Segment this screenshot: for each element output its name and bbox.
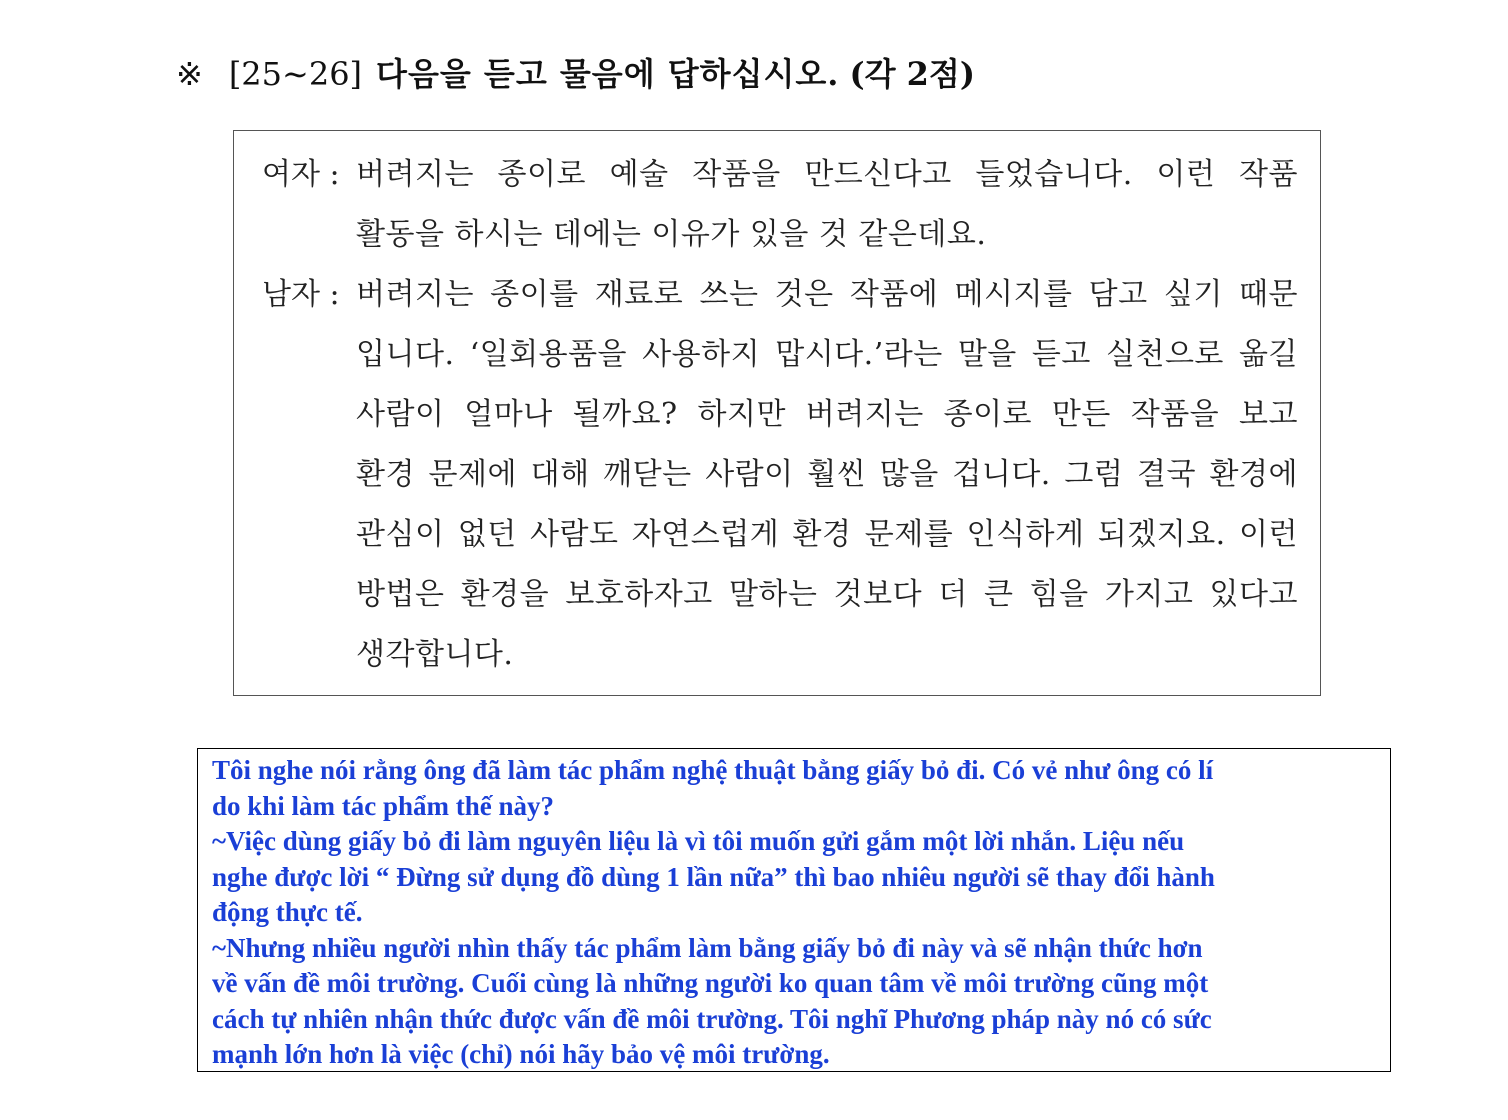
translation-line: ~Việc dùng giấy bỏ đi làm nguyên liệu là vì tôi muốn gửi gắm một lời nhắn. Liệu nếu — [212, 826, 1185, 856]
dialogue-box — [233, 130, 1321, 696]
question-points: (각 2점) — [849, 55, 975, 93]
question-range: [25∼26] — [228, 55, 363, 93]
speaker-label-man: 남자 : — [262, 277, 340, 312]
dialogue-line: 관심이 없던 사람도 자연스럽게 환경 문제를 인식하게 되겠지요. 이런 — [356, 517, 1298, 552]
translation-line: động thực tế. — [212, 897, 363, 927]
dialogue-line: 버려지는 종이를 재료로 쓰는 것은 작품에 메시지를 담고 싶기 때문 — [356, 277, 1298, 312]
translation-box — [197, 748, 1391, 1072]
reference-mark: ※ — [176, 55, 203, 93]
translation-line: cách tự nhiên nhận thức được vấn đề môi trường. Tôi nghĩ Phương pháp này nó có sức — [212, 1003, 1212, 1034]
dialogue-line: 생각합니다. — [356, 637, 514, 672]
translation-line: về vấn đề môi trường. Cuối cùng là những người ko quan tâm về môi trường cũng một — [212, 968, 1209, 998]
dialogue-line: 버려지는 종이로 예술 작품을 만드신다고 들었습니다. 이런 작품 — [356, 157, 1298, 192]
translation-line: ~Nhưng nhiều người nhìn thấy tác phẩm làm bằng giấy bỏ đi này và sẽ nhận thức hơn — [212, 932, 1203, 963]
dialogue-line: 입니다. ‘일회용품을 사용하지 맙시다.’라는 말을 듣고 실천으로 옮길 — [356, 337, 1298, 372]
translation-line: do khi làm tác phẩm thế này? — [212, 790, 555, 821]
dialogue-line: 사람이 얼마나 될까요? 하지만 버려지는 종이로 만든 작품을 보고 — [356, 397, 1298, 432]
question-heading — [176, 52, 975, 96]
dialogue-line: 환경 문제에 대해 깨닫는 사람이 훨씬 많을 겁니다. 그럼 결국 환경에 — [356, 457, 1298, 492]
translation-line: nghe được lời “ Đừng sử dụng đồ dùng 1 lần nữa” thì bao nhiêu người sẽ thay đổi hành — [212, 861, 1215, 892]
speaker-label-woman: 여자 : — [262, 157, 340, 192]
translation-line: Tôi nghe nói rằng ông đã làm tác phẩm nghệ thuật bằng giấy bỏ đi. Có vẻ như ông có lí — [212, 755, 1214, 785]
question-instruction: 다음을 듣고 물음에 답하십시오. — [376, 55, 840, 93]
translation-line: mạnh lớn hơn là việc (chỉ) nói hãy bảo vệ môi trường. — [212, 1039, 830, 1069]
dialogue-line: 활동을 하시는 데에는 이유가 있을 것 같은데요. — [356, 217, 987, 252]
dialogue-line: 방법은 환경을 보호하자고 말하는 것보다 더 큰 힘을 가지고 있다고 — [356, 577, 1298, 612]
